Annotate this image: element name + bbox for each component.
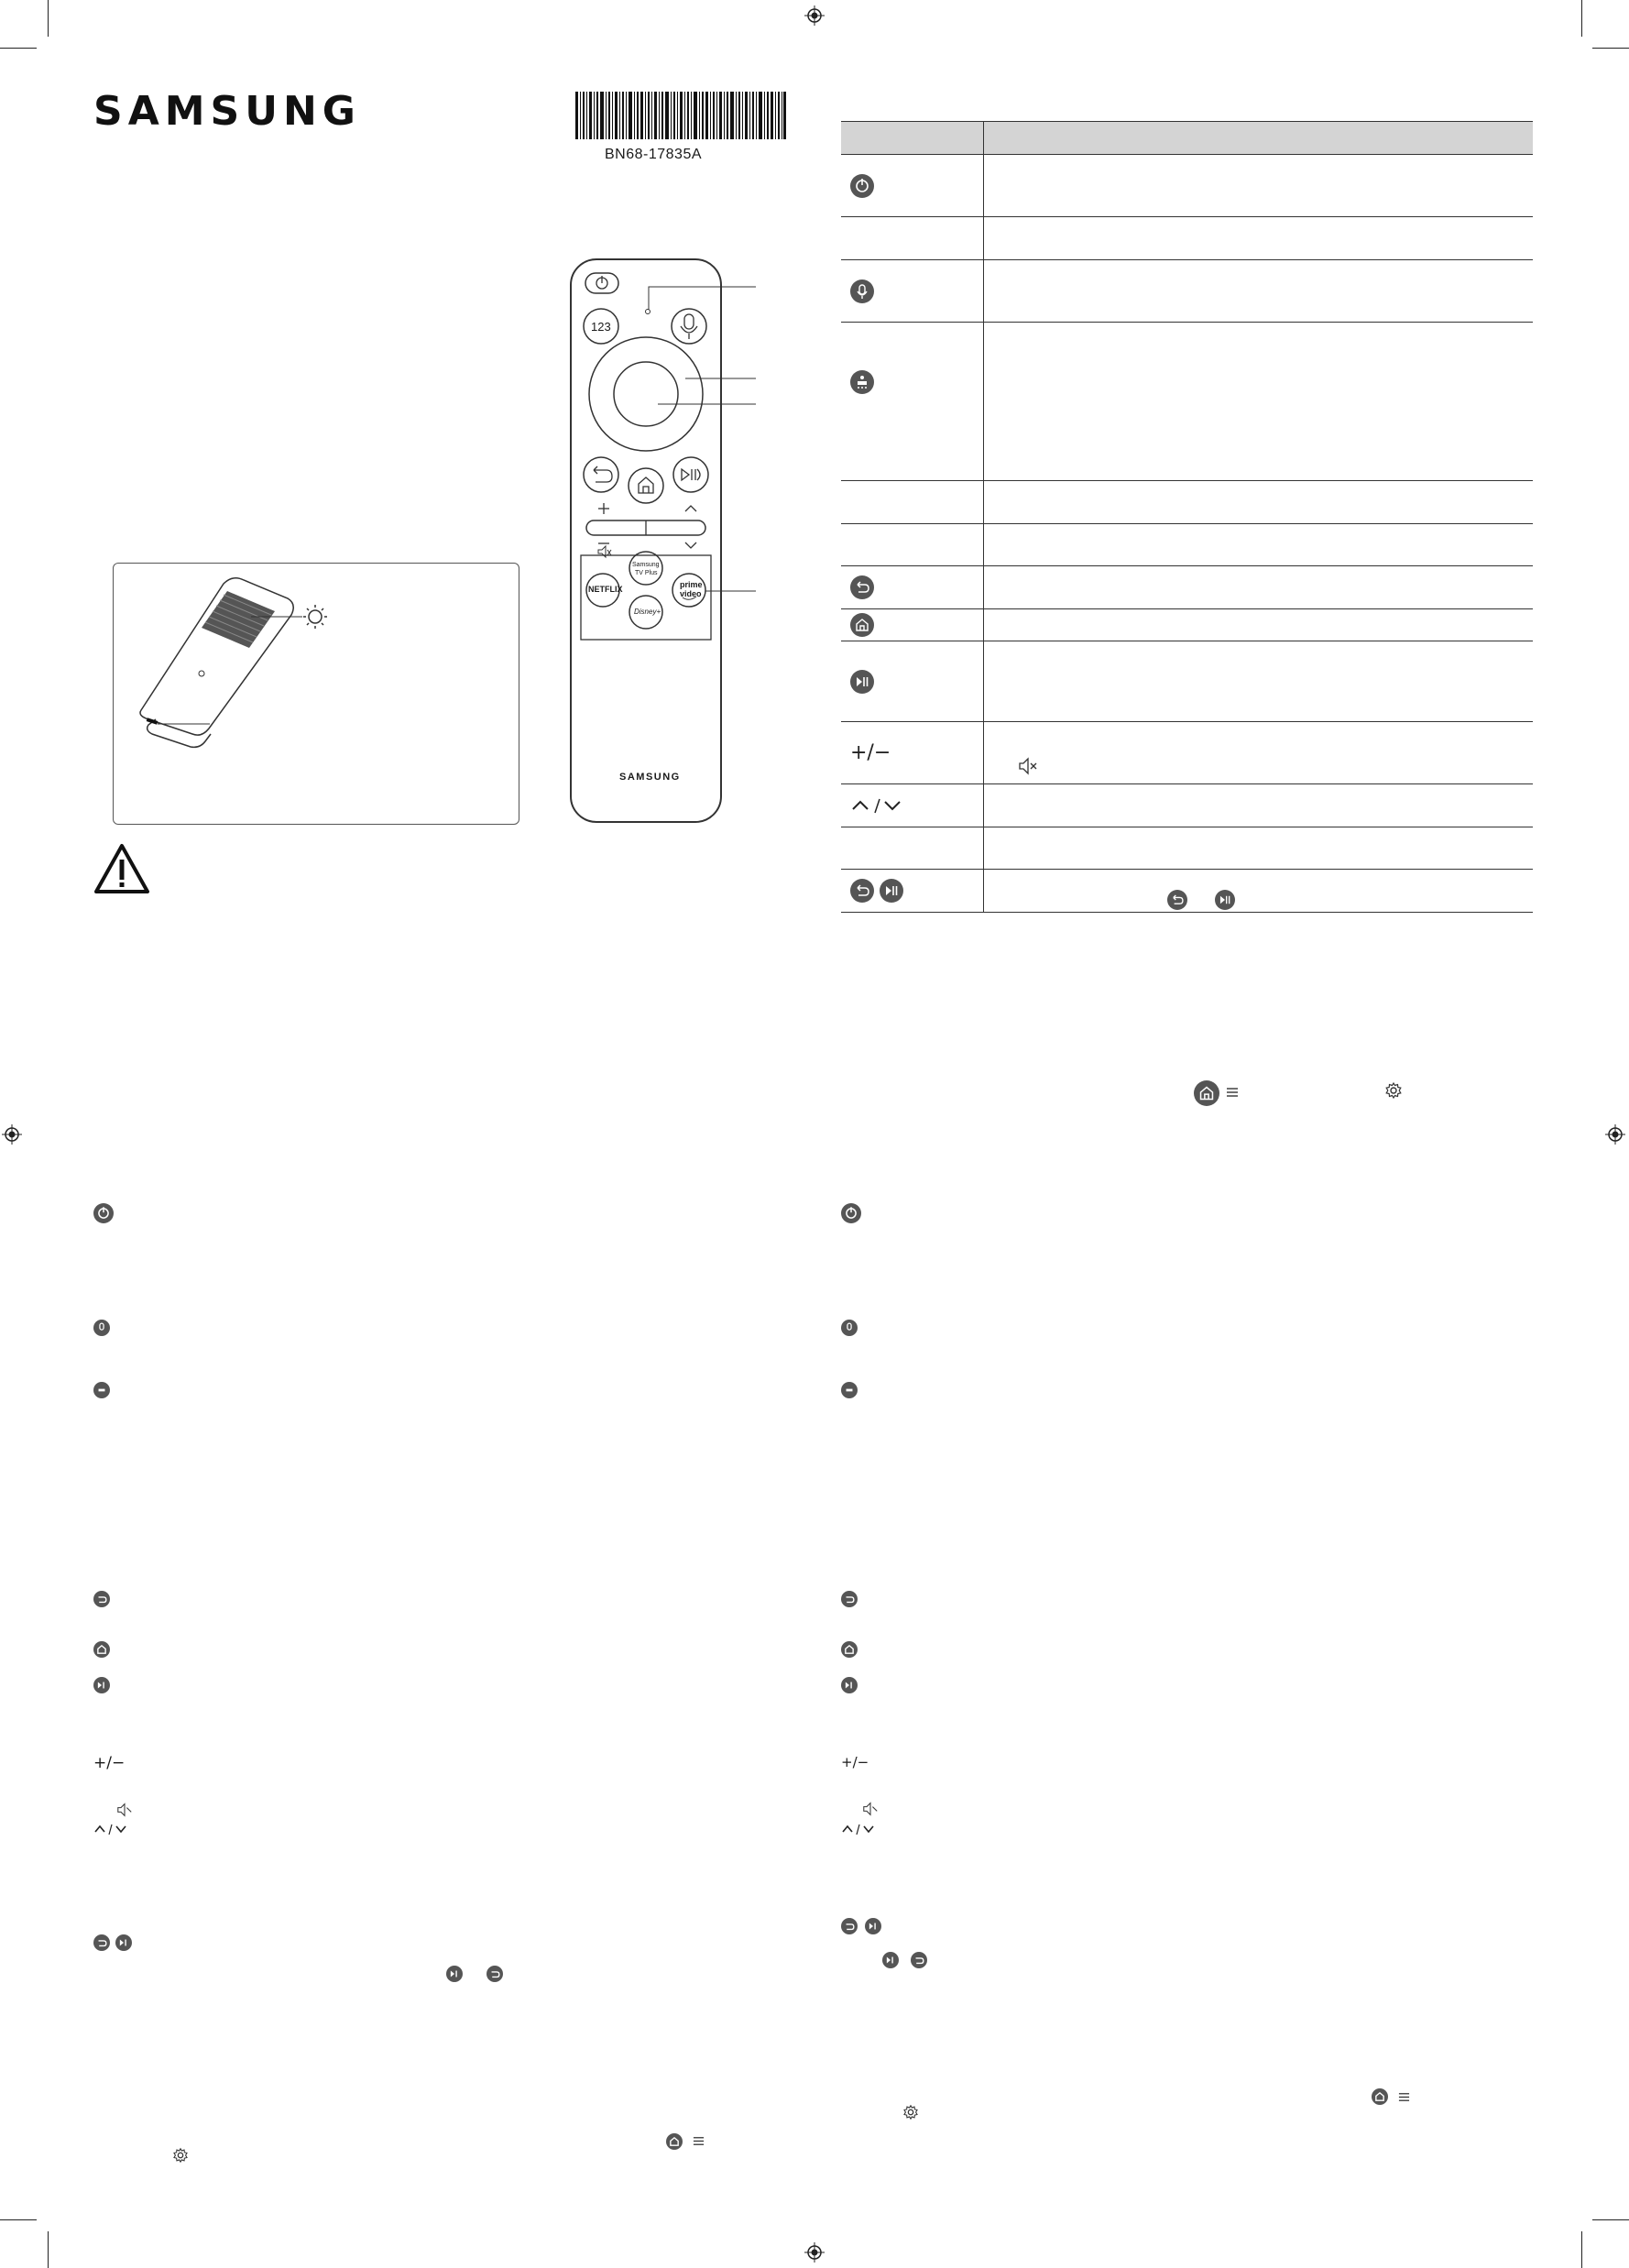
table-row xyxy=(841,155,1533,217)
table-cell xyxy=(841,566,984,609)
table-row xyxy=(841,323,1533,481)
registration-mark-icon xyxy=(2,1124,22,1145)
return-icon xyxy=(841,1591,858,1607)
prime-video-label-1: prime xyxy=(680,580,703,589)
registration-mark-icon xyxy=(804,2242,825,2263)
mic-icon xyxy=(841,1320,858,1336)
play-pause-icon xyxy=(93,1677,110,1693)
mic-icon xyxy=(93,1320,110,1336)
channel-up-down-icon xyxy=(841,1822,876,1836)
play-pause-icon xyxy=(446,1966,463,1982)
settings-icon xyxy=(1384,1081,1403,1100)
menu-icon xyxy=(1398,2091,1410,2103)
crop-mark xyxy=(1581,0,1582,37)
mic-icon xyxy=(850,279,874,303)
play-pause-icon xyxy=(841,1677,858,1693)
home-icon xyxy=(850,613,874,637)
table-cell xyxy=(841,155,984,217)
color-number-icon xyxy=(841,1382,858,1398)
power-icon xyxy=(93,1203,114,1223)
table-row xyxy=(841,870,1533,913)
channel-up-down-icon xyxy=(93,1822,128,1836)
table-cell xyxy=(984,609,1534,641)
remote-back-drawing xyxy=(114,564,519,824)
table-cell xyxy=(984,870,1534,913)
home-icon xyxy=(1194,1080,1219,1106)
remote-callouts xyxy=(641,275,760,605)
power-icon xyxy=(841,1203,861,1223)
table-row xyxy=(841,827,1533,870)
table-row xyxy=(841,566,1533,609)
return-icon xyxy=(487,1966,503,1982)
table-cell xyxy=(841,609,984,641)
table-header-row xyxy=(841,122,1533,155)
registration-mark-icon xyxy=(804,5,825,26)
mute-icon xyxy=(861,1802,880,1816)
number-key-label: 123 xyxy=(591,320,611,334)
barcode xyxy=(575,92,786,139)
play-pause-icon xyxy=(1215,890,1235,910)
crop-mark xyxy=(1592,2219,1629,2220)
table-cell xyxy=(841,217,984,260)
crop-mark xyxy=(48,0,49,37)
return-icon xyxy=(850,879,874,903)
registration-mark-icon xyxy=(1605,1124,1625,1145)
table-row xyxy=(841,722,1533,784)
table-cell xyxy=(984,722,1534,784)
table-cell xyxy=(841,323,984,481)
settings-icon xyxy=(172,2147,189,2164)
table-cell xyxy=(984,827,1534,870)
barcode-text: BN68-17835A xyxy=(605,147,703,162)
table-cell xyxy=(841,260,984,323)
mute-icon xyxy=(115,1802,134,1817)
crop-mark xyxy=(48,2231,49,2268)
netflix-label: NETFLIX xyxy=(588,585,623,594)
warning-icon xyxy=(93,843,150,894)
return-icon xyxy=(841,1918,858,1934)
color-number-icon xyxy=(93,1382,110,1398)
table-cell xyxy=(841,641,984,722)
table-cell xyxy=(984,323,1534,481)
mute-icon xyxy=(1017,757,1039,775)
table-cell xyxy=(841,722,984,784)
button-reference-table xyxy=(841,121,1533,913)
table-row xyxy=(841,641,1533,722)
play-pause-icon xyxy=(880,879,903,903)
samsung-tv-plus-label-1: Samsung xyxy=(632,562,660,568)
crop-mark xyxy=(0,2219,37,2220)
table-cell xyxy=(984,217,1534,260)
table-cell xyxy=(984,155,1534,217)
prime-video-label-2: video xyxy=(680,589,702,598)
table-cell xyxy=(841,524,984,566)
table-cell xyxy=(984,524,1534,566)
table-cell xyxy=(841,784,984,827)
play-pause-icon xyxy=(865,1918,881,1934)
home-icon xyxy=(93,1641,110,1658)
play-pause-icon xyxy=(882,1952,899,1968)
return-icon xyxy=(850,575,874,599)
return-icon xyxy=(1167,890,1187,910)
volume-symbol: +/− xyxy=(850,741,891,764)
power-icon xyxy=(850,174,874,198)
return-icon xyxy=(93,1591,110,1607)
return-icon xyxy=(911,1952,927,1968)
return-icon xyxy=(93,1934,110,1951)
settings-icon xyxy=(902,2104,919,2120)
menu-icon xyxy=(1226,1086,1239,1099)
home-icon xyxy=(841,1641,858,1658)
table-cell xyxy=(841,481,984,524)
table-cell xyxy=(984,481,1534,524)
table-cell xyxy=(841,827,984,870)
samsung-logo: SAMSUNG xyxy=(93,88,361,135)
barcode-graphic xyxy=(575,92,786,139)
table-header-cell xyxy=(841,122,984,155)
volume-symbol: +/− xyxy=(93,1754,126,1772)
table-row xyxy=(841,260,1533,323)
table-row xyxy=(841,217,1533,260)
remote-samsung-logo: SAMSUNG xyxy=(619,772,681,783)
table-row xyxy=(841,481,1533,524)
channel-up-down-icon xyxy=(850,794,905,816)
home-icon xyxy=(666,2133,683,2150)
table-cell xyxy=(984,260,1534,323)
solar-charging-illustration xyxy=(113,563,519,825)
play-pause-icon xyxy=(850,670,874,694)
volume-symbol: +/− xyxy=(841,1754,869,1770)
table-header-cell xyxy=(984,122,1534,155)
table-cell xyxy=(984,641,1534,722)
table-cell xyxy=(984,784,1534,827)
menu-icon xyxy=(693,2135,705,2147)
table-row xyxy=(841,784,1533,827)
play-pause-icon xyxy=(115,1934,132,1951)
disney-plus-label: Disney+ xyxy=(634,608,661,616)
crop-mark xyxy=(1592,48,1629,49)
table-cell xyxy=(984,566,1534,609)
home-icon xyxy=(1372,2088,1388,2105)
crop-mark xyxy=(0,48,37,49)
table-row xyxy=(841,524,1533,566)
samsung-tv-plus-label-2: TV Plus xyxy=(635,570,658,576)
crop-mark xyxy=(1581,2231,1582,2268)
table-row xyxy=(841,609,1533,641)
table-cell xyxy=(841,870,984,913)
color-number-icon xyxy=(850,370,874,394)
